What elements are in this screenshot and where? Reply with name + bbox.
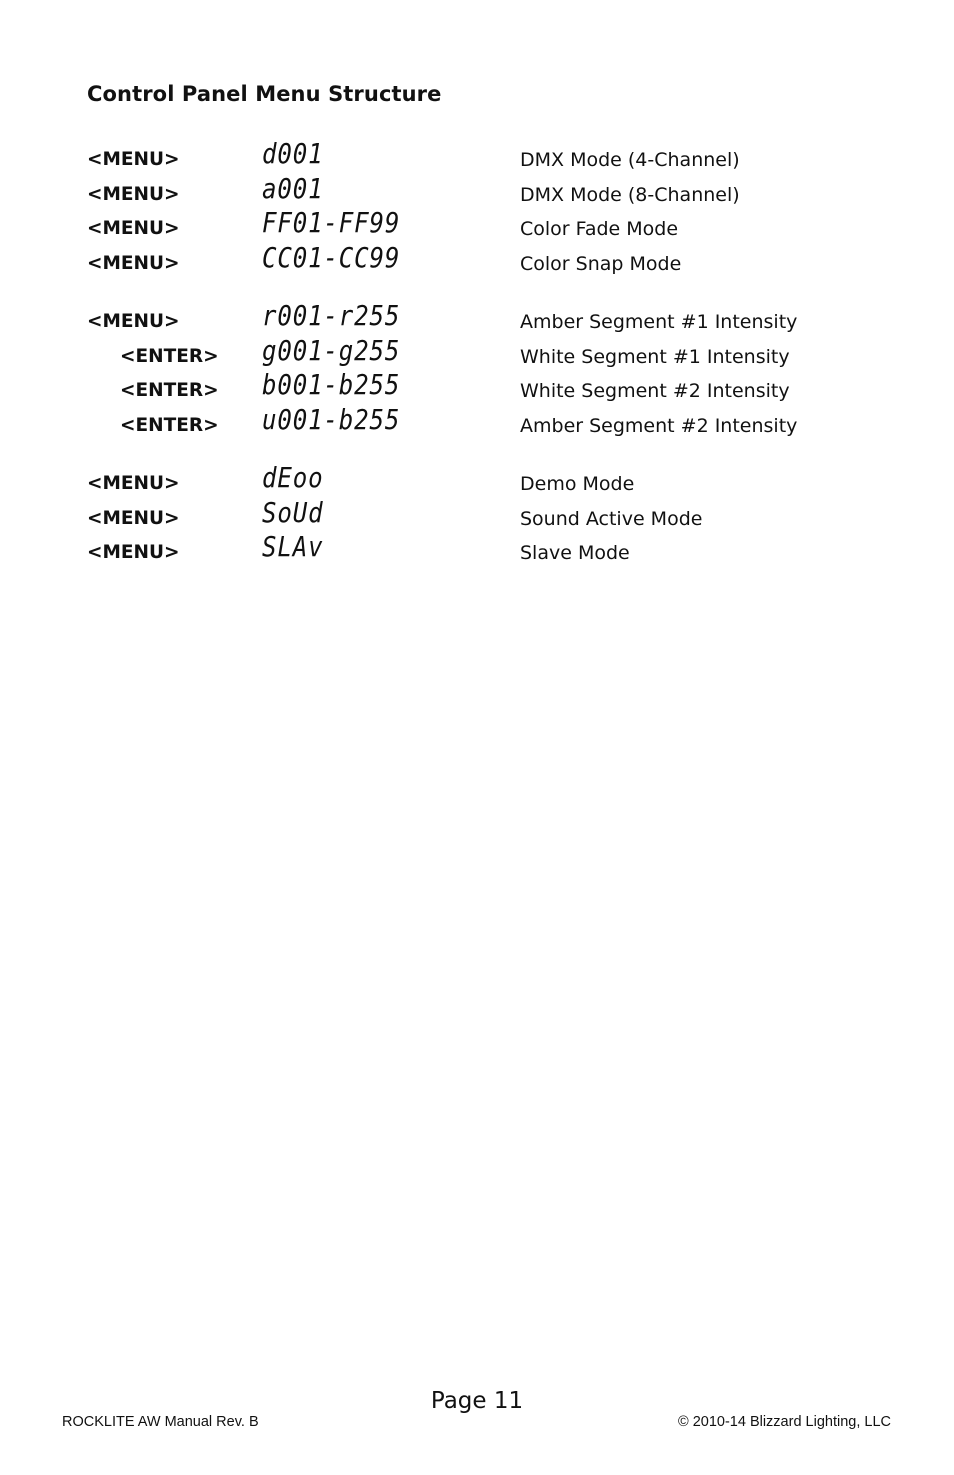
lcd-display-code: a001: [262, 172, 324, 205]
lcd-display-code: FF01-FF99: [262, 206, 401, 239]
lcd-display-code: SLAv: [262, 530, 324, 563]
enter-key: <ENTER>: [120, 380, 219, 401]
menu-key: <MENU>: [87, 473, 180, 494]
mode-description: Color Snap Mode: [520, 253, 682, 275]
menu-key: <MENU>: [87, 253, 180, 274]
page-title: Control Panel Menu Structure: [87, 82, 442, 106]
lcd-display-code: u001-b255: [262, 403, 401, 436]
lcd-display-code: b001-b255: [262, 368, 401, 401]
page-number: Page 11: [430, 1388, 524, 1414]
menu-row-amber-1: [0, 299, 954, 341]
mode-description: DMX Mode (8-Channel): [520, 184, 740, 206]
mode-description: Amber Segment #1 Intensity: [520, 311, 798, 333]
lcd-display-code: r001-r255: [262, 299, 401, 332]
menu-row-sound-active: [0, 496, 954, 538]
mode-description: White Segment #1 Intensity: [520, 346, 790, 368]
menu-key: <MENU>: [87, 542, 180, 563]
menu-row-color-snap: [0, 241, 954, 283]
lcd-display-code: g001-g255: [262, 334, 401, 367]
mode-description: White Segment #2 Intensity: [520, 380, 790, 402]
mode-description: Color Fade Mode: [520, 218, 679, 240]
menu-key: <MENU>: [87, 184, 180, 205]
mode-description: DMX Mode (4-Channel): [520, 149, 740, 171]
lcd-display-code: dEoo: [262, 461, 324, 494]
menu-row-demo: [0, 461, 954, 503]
menu-row-dmx-4ch: [0, 137, 954, 179]
menu-key: <MENU>: [87, 149, 180, 170]
menu-row-dmx-8ch: [0, 172, 954, 214]
enter-key: <ENTER>: [120, 415, 219, 436]
lcd-display-code: SoUd: [262, 496, 324, 529]
mode-description: Sound Active Mode: [520, 508, 703, 530]
footer-manual-title: ROCKLITE AW Manual Rev. B: [62, 1414, 259, 1430]
footer-copyright: © 2010-14 Blizzard Lighting, LLC: [677, 1414, 891, 1430]
enter-key: <ENTER>: [120, 346, 219, 367]
lcd-display-code: CC01-CC99: [262, 241, 401, 274]
menu-key: <MENU>: [87, 311, 180, 332]
menu-row-amber-2: [0, 403, 954, 445]
menu-key: <MENU>: [87, 218, 180, 239]
menu-row-white-2: [0, 368, 954, 410]
menu-row-slave: [0, 530, 954, 572]
lcd-display-code: d001: [262, 137, 324, 170]
mode-description: Slave Mode: [520, 542, 630, 564]
menu-row-color-fade: [0, 206, 954, 248]
mode-description: Amber Segment #2 Intensity: [520, 415, 798, 437]
mode-description: Demo Mode: [520, 473, 635, 495]
menu-key: <MENU>: [87, 508, 180, 529]
menu-row-white-1: [0, 334, 954, 376]
